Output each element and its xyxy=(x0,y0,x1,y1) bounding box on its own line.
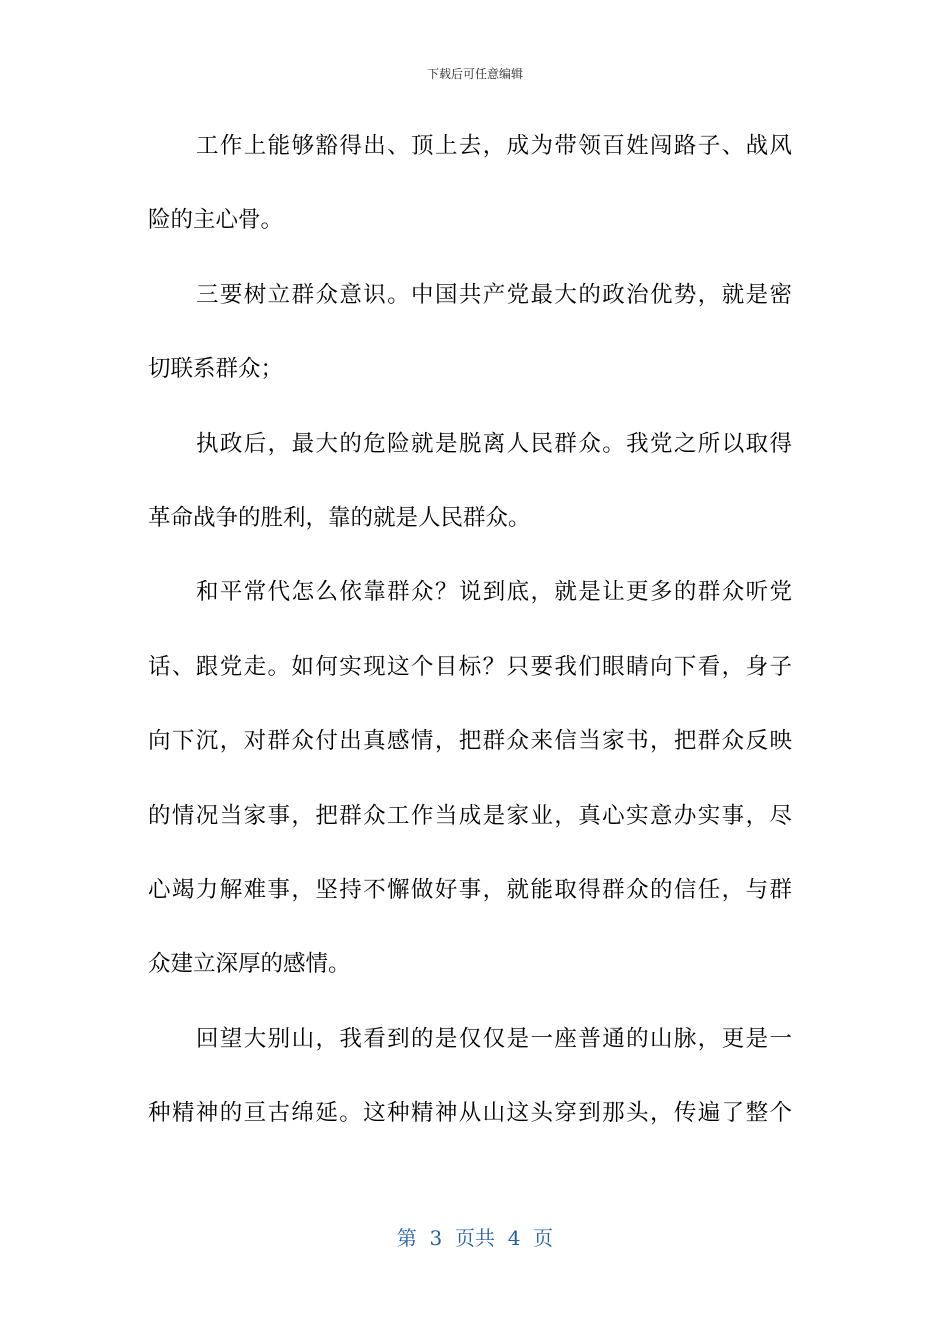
page-header: 下载后可任意编辑 xyxy=(426,67,523,81)
document-body xyxy=(148,109,792,1150)
text-line: 向下沉，对群众付出真感情，把群众来信当家书，把群众反映 xyxy=(148,728,792,755)
text-line: 种精神的亘古绵延。这种精神从山这头穿到那头，传遍了整个 xyxy=(148,1100,792,1127)
text-line: 三要树立群众意识。中国共产党最大的政治优势，就是密 xyxy=(196,281,792,308)
text-line: 执政后，最大的危险就是脱离人民群众。我党之所以取得 xyxy=(196,430,792,457)
page-number-footer: 第 3 页共 4 页 xyxy=(396,1226,554,1250)
text-line: 切联系群众； xyxy=(148,356,284,383)
text-line: 的情况当家事，把群众工作当成是家业，真心实意办实事，尽 xyxy=(148,802,792,829)
text-line: 和平常代怎么依靠群众？说到底，就是让更多的群众听党 xyxy=(196,579,792,606)
text-line: 险的主心骨。 xyxy=(148,207,284,234)
text-line: 心竭力解难事，坚持不懈做好事，就能取得群众的信任，与群 xyxy=(148,876,792,903)
text-line: 革命战争的胜利，靠的就是人民群众。 xyxy=(148,504,531,531)
text-line: 话、跟党走。如何实现这个目标？只要我们眼睛向下看，身子 xyxy=(148,653,792,680)
text-line: 回望大别山，我看到的是仅仅是一座普通的山脉，更是一 xyxy=(196,1025,792,1052)
text-line: 众建立深厚的感情。 xyxy=(148,951,351,978)
text-line: 工作上能够豁得出、顶上去，成为带领百姓闯路子、战风 xyxy=(196,133,792,159)
